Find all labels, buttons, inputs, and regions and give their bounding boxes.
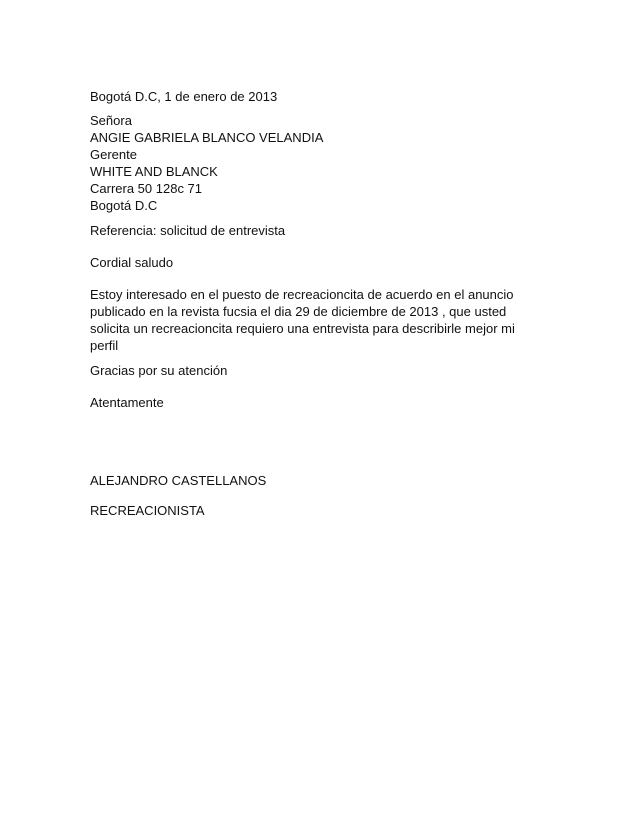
closing-text: Atentamente: [90, 395, 164, 410]
recipient-position: Gerente: [90, 147, 137, 162]
thanks-line: [90, 362, 520, 379]
body-line: perfil: [90, 338, 119, 353]
recipient-city: Bogotá D.C: [90, 198, 158, 213]
body-line: publicado en la revista fucsia el dia 29 de diciembre de 2013 , que usted: [90, 304, 507, 319]
body-line: Estoy interesado en el puesto de recreacioncita de acuerdo en el anuncio: [90, 287, 514, 302]
date-line: [90, 88, 520, 105]
date-text: Bogotá D.C, 1 de enero de 2013: [90, 89, 278, 104]
reference-text: Referencia: solicitud de entrevista: [90, 223, 286, 238]
signer-title: RECREACIONISTA: [90, 503, 205, 518]
greeting-line: [90, 254, 520, 271]
closing-line: [90, 394, 520, 411]
greeting-text: Cordial saludo: [90, 255, 174, 270]
signer-name-line: [90, 472, 520, 489]
thanks-text: Gracias por su atención: [90, 363, 228, 378]
signer-name: ALEJANDRO CASTELLANOS: [90, 473, 267, 488]
recipient-block: [90, 112, 520, 214]
recipient-title: Señora: [90, 113, 132, 128]
reference-line: [90, 222, 520, 239]
recipient-name: ANGIE GABRIELA BLANCO VELANDIA: [90, 130, 324, 145]
recipient-company: WHITE AND BLANCK: [90, 164, 218, 179]
body-paragraph: [90, 286, 520, 354]
body-line: solicita un recreacioncita requiero una entrevista para describirle mejor mi: [90, 321, 515, 336]
signer-title-line: [90, 502, 520, 519]
recipient-address: Carrera 50 128c 71: [90, 181, 203, 196]
